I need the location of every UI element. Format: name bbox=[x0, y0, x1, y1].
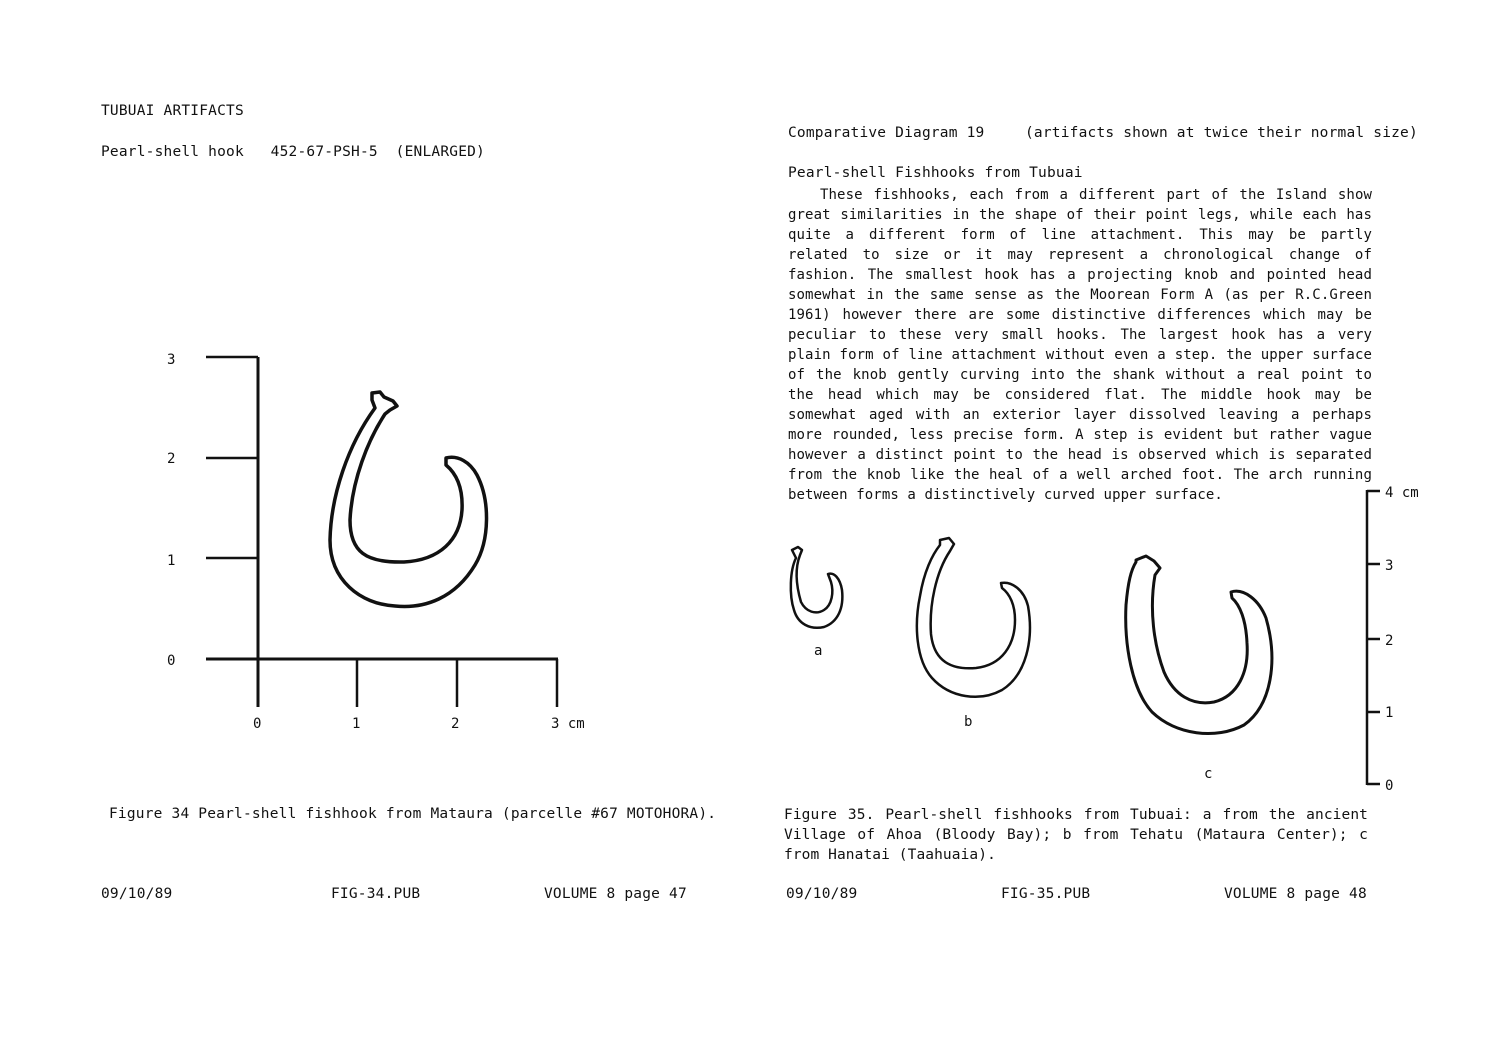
fishhook-c-outline bbox=[1126, 556, 1272, 734]
x-tick-label: 0 bbox=[253, 716, 262, 732]
fishhook-a-outline bbox=[791, 547, 843, 628]
footer-file: FIG-34.PUB bbox=[331, 886, 421, 902]
scale-label: 0 bbox=[1385, 778, 1394, 794]
hook-label-c: c bbox=[1204, 766, 1213, 782]
footer-date: 09/10/89 bbox=[101, 886, 173, 902]
scale-label: 3 bbox=[1385, 558, 1394, 574]
scale-label: 1 bbox=[1385, 705, 1394, 721]
scale-label: 2 bbox=[1385, 633, 1394, 649]
footer-volume: VOLUME 8 page 47 bbox=[544, 886, 687, 902]
figure-caption: Figure 34 Pearl-shell fishhook from Mataura (parcelle #67 MOTOHORA). bbox=[109, 806, 717, 822]
x-tick-label: 3 cm bbox=[551, 716, 585, 732]
x-tick-label: 1 bbox=[352, 716, 361, 732]
diagram-title: Comparative Diagram 19 bbox=[788, 125, 985, 141]
y-tick-label: 2 bbox=[167, 451, 176, 467]
y-tick-label: 3 bbox=[167, 352, 176, 368]
y-tick-label: 1 bbox=[167, 553, 176, 569]
artifact-id: Pearl-shell hook 452-67-PSH-5 (ENLARGED) bbox=[101, 144, 485, 160]
figure-caption: Figure 35. Pearl-shell fishhooks from Tubuai: a from the ancient Village of Ahoa (Bloody Bay); b from Tehatu (Mataura Center); c from Hanatai (Taahuaia). bbox=[784, 807, 1368, 863]
hook-label-a: a bbox=[814, 643, 823, 659]
x-tick-label: 2 bbox=[451, 716, 460, 732]
page-header: TUBUAI ARTIFACTS bbox=[101, 103, 244, 119]
scale-label: 4 cm bbox=[1385, 485, 1419, 501]
y-tick-label: 0 bbox=[167, 653, 176, 669]
fishhook-b-outline bbox=[917, 538, 1030, 697]
footer-volume: VOLUME 8 page 48 bbox=[1224, 886, 1367, 902]
footer-date: 09/10/89 bbox=[786, 886, 858, 902]
right-page bbox=[744, 0, 1488, 1052]
hook-label-b: b bbox=[964, 714, 973, 730]
section-title: Pearl-shell Fishhooks from Tubuai bbox=[788, 165, 1083, 181]
diagram-note: (artifacts shown at twice their normal size) bbox=[1025, 125, 1418, 141]
footer-file: FIG-35.PUB bbox=[1001, 886, 1091, 902]
paragraph-text: These fishhooks, each from a different part of the Island show great similarities in the shape of their point legs, while each has quite a different form of line attachment. This may be partly related to size or it may represent a chronological change of fashion. The smallest hook has a projecting knob and pointed head somewhat in the same sense as the Moorean Form A (as per R.C.Green 1961) however there are some distinctive differences which may be peculiar to these very small hooks. The largest hook has a very plain form of line attachment without even a step. the upper surface of the knob gently curving into the shank without a real point to the head which may be considered flat. The middle hook may be somewhat aged with an exterior layer dissolved leaving a perhaps more rounded, less precise form. A step is evident but rather vague however a distinct point to the head is observed which is separated from the knob like the heal of a well arched foot. The arch running between forms a distinctively curved upper surface. bbox=[788, 187, 1372, 503]
fishhook-outline bbox=[330, 392, 487, 606]
